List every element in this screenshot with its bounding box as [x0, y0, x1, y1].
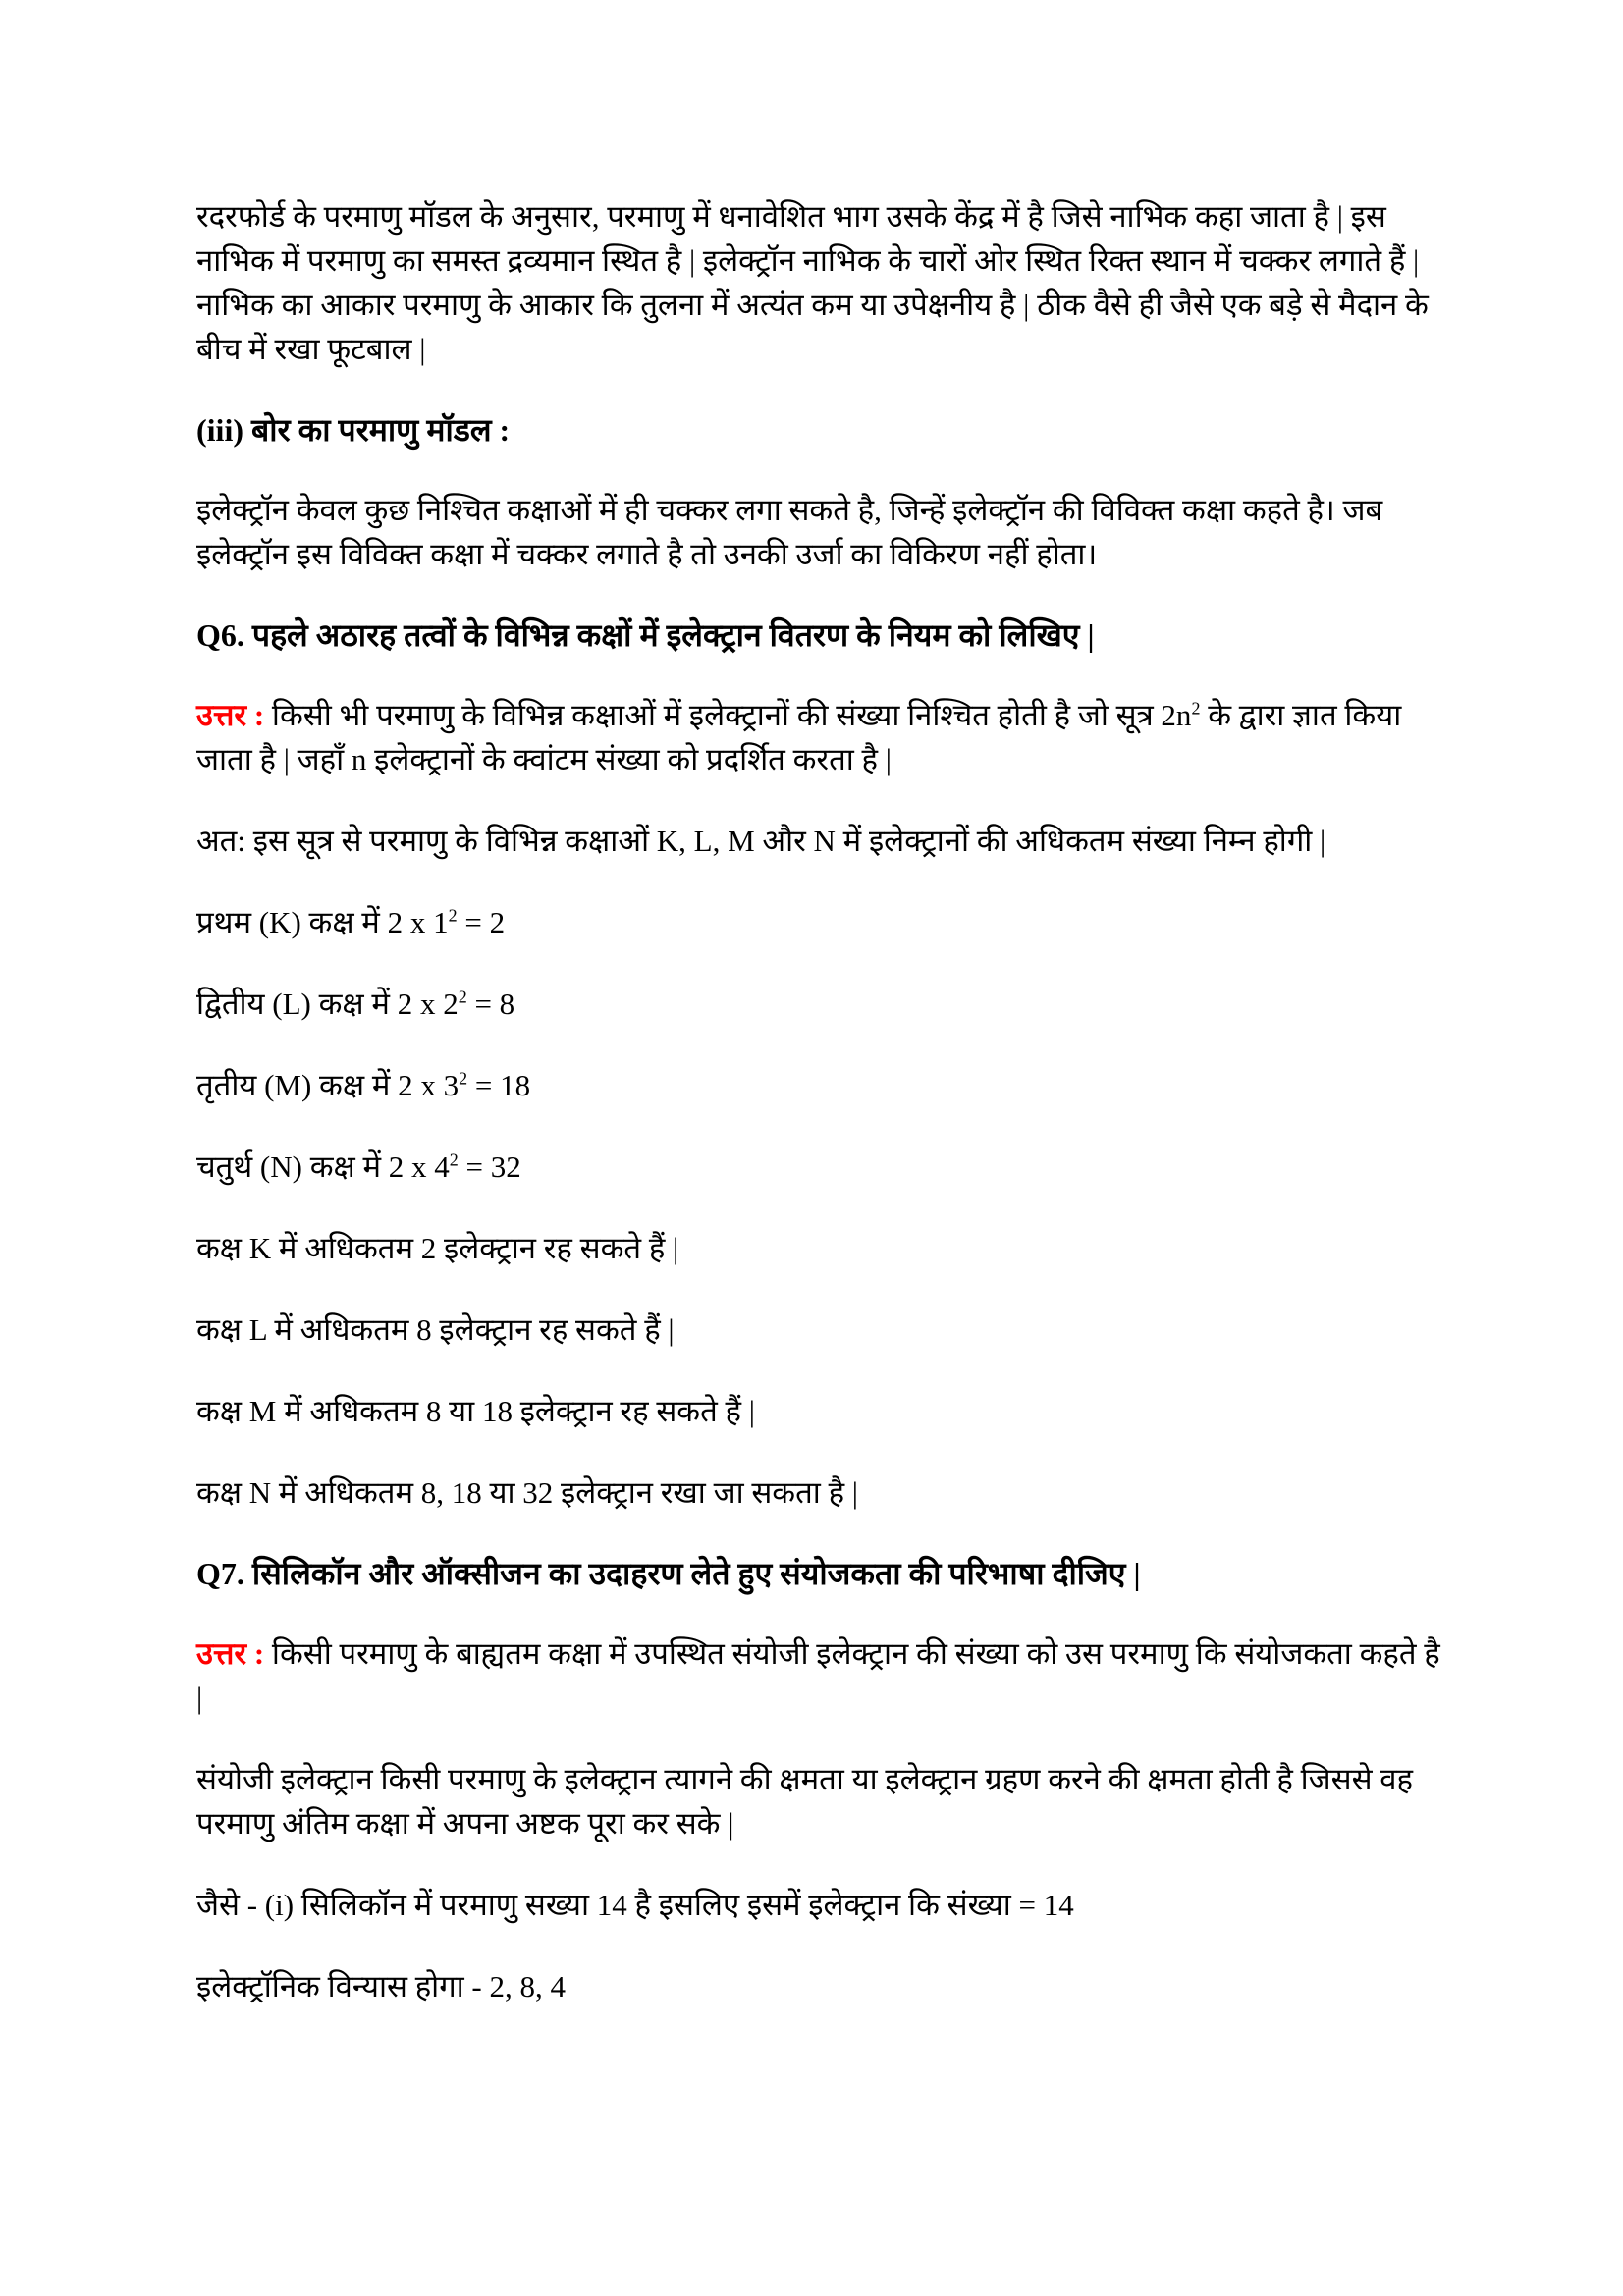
q7-paragraph: संयोजी इलेक्ट्रान किसी परमाणु के इलेक्ट्रान त्यागने की क्षमता या इलेक्ट्रान ग्रहण करने की क्षमता होती है जिससे वह परमाणु अंतिम कक्षा में अपना अष्टक पूरा कर सके | [196, 1762, 1413, 1841]
max-line-l: कक्ष L में अधिकतम 8 इलेक्ट्रान रह सकते हैं | [196, 1312, 675, 1347]
shell-l-prefix: द्वितीय (L) कक्ष में 2 x 2 [196, 987, 459, 1021]
q7-configuration: इलेक्ट्रॉनिक विन्यास होगा - 2, 8, 4 [196, 1969, 566, 2003]
shell-n-sup: 2 [449, 1149, 459, 1170]
rutherford-paragraph: रदरफोर्ड के परमाणु मॉडल के अनुसार, परमाणु में धनावेशित भाग उसके केंद्र में है जिसे नाभिक कहा जाता है | इस नाभिक में परमाणु का समस्त द्रव्यमान स्थित है | इलेक्ट्रॉन नाभिक के चारों ओर स्थित रिक्त स्थान में चक्कर लगाते हैं | नाभिक का आकार परमाणु के आकार कि तुलना में अत्यंत कम या उपेक्षनीय है | ठीक वैसे ही जैसे एक बड़े से मैदान के बीच में रखा फूटबाल | [196, 199, 1429, 366]
shell-line-l [196, 982, 1443, 1026]
shell-line-k [196, 900, 1443, 944]
bohr-paragraph: इलेक्ट्रॉन केवल कुछ निश्चित कक्षाओं में ही चक्कर लगा सकते है, जिन्हें इलेक्ट्रॉन की विविक्त कक्षा कहते है। जब इलेक्ट्रॉन इस विविक्त कक्षा में चक्कर लगाते है तो उनकी उर्जा का विकिरण नहीं होता। [196, 493, 1383, 571]
q7-answer [196, 1631, 1443, 1720]
q6-number: Q6. [196, 617, 244, 653]
shell-k-sup: 2 [448, 905, 458, 926]
shell-l-sup: 2 [458, 987, 467, 1007]
bohr-number: (iii) [196, 412, 243, 448]
shell-m-prefix: तृतीय (M) कक्ष में 2 x 3 [196, 1068, 460, 1102]
bohr-heading [196, 408, 1443, 453]
q6-question: पहले अठारह तत्वों के विभिन्न कक्षों में इलेक्ट्रान वितरण के नियम को लिखिए | [251, 617, 1095, 653]
bohr-title: बोर का परमाणु मॉडल : [250, 412, 511, 448]
q7-example: जैसे - (i) सिलिकॉन में परमाणु सख्या 14 है इसलिए इसमें इलेक्ट्रान कि संख्या = 14 [196, 1888, 1074, 1922]
document-page [196, 194, 1443, 2046]
q7-heading [196, 1552, 1443, 1596]
q6-answer-part1: किसी भी परमाणु के विभिन्न कक्षाओं में इलेक्ट्रानों की संख्या निश्चित होती है जो सूत्र 2n [271, 698, 1192, 732]
q6-heading [196, 614, 1443, 658]
shell-m-suffix: = 18 [467, 1068, 531, 1102]
q6-answer-sup: 2 [1191, 698, 1201, 719]
q6-answer-label: उत्तर : [196, 698, 265, 732]
shell-n-prefix: चतुर्थ (N) कक्ष में 2 x 4 [196, 1149, 450, 1184]
q6-answer [196, 693, 1443, 781]
shell-line-n [196, 1145, 1443, 1189]
q7-answer-text: किसी परमाणु के बाह्यतम कक्षा में उपस्थित संयोजी इलेक्ट्रान की संख्या को उस परमाणु कि संयोजकता कहते है | [196, 1636, 1440, 1715]
q6-intro: अत: इस सूत्र से परमाणु के विभिन्न कक्षाओं K, L, M और N में इलेक्ट्रानों की अधिकतम संख्या निम्न होगी | [196, 824, 1326, 858]
q6-answer-part2: के द्वारा ज्ञात किया जाता है | जहाँ n इलेक्ट्रानों के क्वांटम संख्या को प्रदर्शित करता है | [196, 698, 1402, 776]
max-line-m: कक्ष M में अधिकतम 8 या 18 इलेक्ट्रान रह सकते हैं | [196, 1394, 755, 1428]
shell-line-m [196, 1063, 1443, 1107]
shell-k-prefix: प्रथम (K) कक्ष में 2 x 1 [196, 905, 449, 939]
q7-question: सिलिकॉन और ऑक्सीजन का उदाहरण लेते हुए संयोजकता की परिभाषा दीजिए | [251, 1556, 1141, 1591]
q7-answer-label: उत्तर : [196, 1636, 265, 1671]
shell-n-suffix: = 32 [458, 1149, 521, 1184]
max-line-n: कक्ष N में अधिकतम 8, 18 या 32 इलेक्ट्रान रखा जा सकता है | [196, 1475, 858, 1510]
shell-l-suffix: = 8 [466, 987, 515, 1021]
max-line-k: कक्ष K में अधिकतम 2 इलेक्ट्रान रह सकते हैं | [196, 1231, 679, 1265]
shell-k-suffix: = 2 [457, 905, 506, 939]
shell-m-sup: 2 [459, 1068, 468, 1089]
q7-number: Q7. [196, 1556, 244, 1591]
